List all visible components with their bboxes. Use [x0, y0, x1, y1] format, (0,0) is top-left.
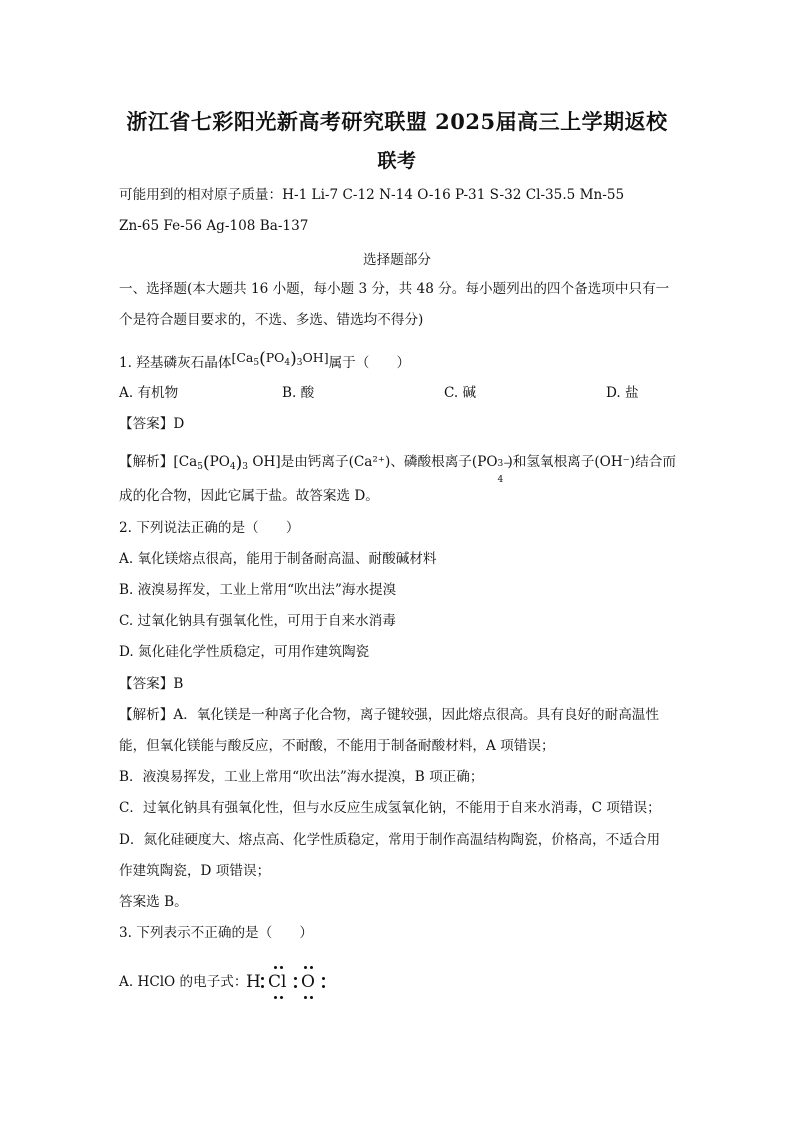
question-2-analysis-line: C．过氧化钠具有强氧化性，但与水反应生成氢氧化钠，不能用于自来水消毒，C 项错误； — [119, 800, 661, 816]
electron-dot — [310, 996, 313, 999]
question-1-suffix: 属于（ ） — [328, 355, 411, 371]
electron-dot — [304, 966, 307, 969]
chemical-formula-inline: [$Ca_5(PO_4)_3$ OH] — [173, 453, 281, 473]
electron-dot — [310, 966, 313, 969]
question-1-answer: 【答案】D — [119, 416, 185, 432]
analysis-label: 【解析】 — [119, 454, 174, 470]
question-2-answer: 【答案】B — [119, 676, 184, 692]
analysis-text: 是由钙离子(Ca²⁺)、磷酸根离子(PO — [280, 454, 498, 470]
question-2-analysis-line: 作建筑陶瓷，D 项错误； — [119, 863, 271, 879]
question-2-stem: 2. 下列说法正确的是（ ） — [119, 520, 300, 536]
electron-dot — [261, 977, 264, 980]
option-a: A. 有机物 — [119, 385, 179, 401]
question-1-stem — [119, 348, 410, 373]
question-2-analysis-line: 答案选 B。 — [119, 894, 188, 910]
atomic-mass-list-cont: Zn-65 Fe-56 Ag-108 Ba-137 — [119, 218, 309, 234]
question-1-analysis-line2: 成的化合物，因此它属于盐。故答案选 D。 — [119, 488, 379, 504]
electron-dot — [280, 996, 283, 999]
document-title-line2: 联考 — [377, 150, 417, 172]
lewis-atom-o: O — [301, 972, 315, 992]
electron-dot — [261, 985, 264, 988]
lewis-atom-h: H — [246, 972, 261, 992]
question-2-analysis-line: B．液溴易挥发，工业上常用“吹出法”海水提溴，B 项正确； — [119, 769, 484, 785]
hclo-lewis-structure — [244, 963, 334, 1003]
instructions-cont: 个是符合题目要求的，不选、多选、错选均不得分) — [119, 312, 424, 328]
chemical-formula: $[Ca_5(PO_4)_3OH]$ — [231, 349, 329, 369]
document-title: 浙江省七彩阳光新高考研究联盟 2025届高三上学期返校 — [126, 109, 668, 134]
lewis-atom-cl: Cl — [268, 972, 287, 992]
question-1-analysis: 【解析】[$Ca_5(PO_4)_3$ OH]是由钙离子(Ca²⁺)、磷酸根离子(PO 3− 4 )和氢氧根离子(OH⁻)结合而 — [119, 453, 676, 485]
question-2-analysis-line: D．氮化硅硬度大、熔点高、化学性质稳定，常用于制作高温结构陶瓷，价格高，不适合用 — [119, 832, 661, 848]
electron-dot — [274, 996, 277, 999]
electron-dot — [304, 996, 307, 999]
question-2-option-d: D. 氮化硅化学性质稳定，可用作建筑陶瓷 — [119, 644, 370, 660]
option-b: B. 酸 — [282, 385, 315, 401]
question-2-option-b: B. 液溴易挥发，工业上常用“吹出法”海水提溴 — [119, 582, 397, 598]
electron-dot — [322, 977, 325, 980]
electron-dot — [274, 966, 277, 969]
question-2-analysis-line: 能，但氧化镁能与酸反应，不耐酸，不能用于制备耐酸材料，A 项错误； — [119, 738, 555, 754]
question-1-prefix: 1. 羟基磷灰石晶体 — [119, 355, 232, 371]
electron-dot — [280, 966, 283, 969]
option-d: D. 盐 — [606, 385, 639, 401]
electron-dot — [294, 985, 297, 988]
instructions: 一、选择题(本大题共 16 小题，每小题 3 分，共 48 分。每小题列出的四个备选项中只有一 — [119, 281, 670, 297]
section-heading: 选择题部分 — [363, 252, 431, 268]
atomic-mass-list: 可能用到的相对原子质量：H-1 Li-7 C-12 N-14 O-16 P-31 S-32 Cl-35.5 Mn-55 — [119, 187, 625, 203]
electron-dot — [322, 985, 325, 988]
question-2-option-c: C. 过氧化钠具有强氧化性，可用于自来水消毒 — [119, 613, 396, 629]
question-3-stem: 3. 下列表示不正确的是（ ） — [119, 925, 314, 941]
question-2-option-a: A. 氧化镁熔点很高，能用于制备耐高温、耐酸碱材料 — [119, 551, 437, 567]
electron-dot — [294, 977, 297, 980]
analysis-text-cont: )和氢氧根离子(OH⁻)结合而 — [507, 454, 676, 470]
question-2-analysis-line: 【解析】A．氧化镁是一种离子化合物，离子键较强，因此熔点很高。具有良好的耐高温性 — [119, 707, 659, 723]
question-3-option-a-label: A. HClO 的电子式： — [119, 974, 248, 990]
option-c: C. 碱 — [444, 385, 477, 401]
